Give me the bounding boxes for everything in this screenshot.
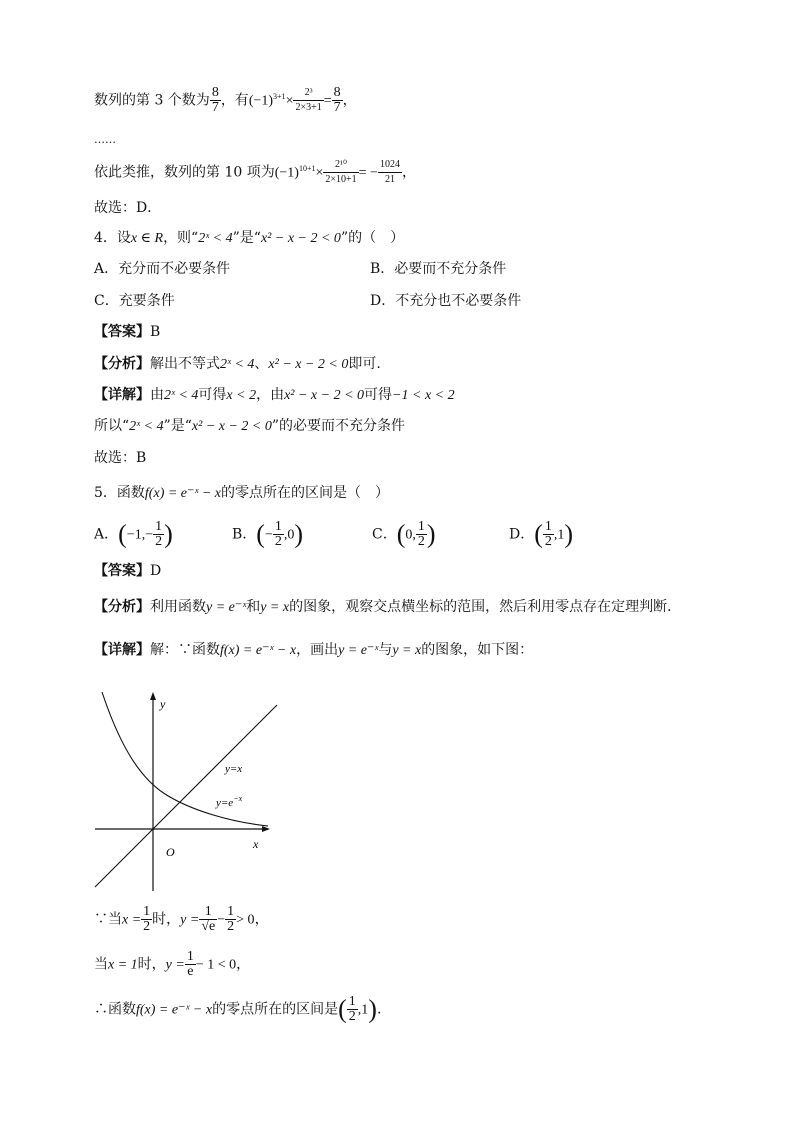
- fraction: [141, 905, 152, 934]
- math: 0,: [405, 527, 416, 543]
- close-paren: ): [426, 519, 436, 549]
- math: x < 2: [226, 388, 257, 403]
- text: ，: [236, 956, 251, 973]
- q4-conclusion: [94, 416, 405, 437]
- math-times: ×: [315, 165, 324, 181]
- text: 与: [378, 642, 393, 658]
- text: ”是“: [163, 418, 192, 434]
- text: ，: [342, 92, 357, 109]
- numerator: 1: [348, 994, 356, 1009]
- text: 的零点所在的区间是: [212, 1001, 339, 1018]
- math: ,1: [553, 527, 565, 543]
- text: 的图象，观察交点横坐标的范围，然后利用零点存在定理判断．: [289, 599, 682, 615]
- numerator: 1: [143, 904, 151, 919]
- numerator: 1024: [378, 158, 402, 173]
- because-symbol: ∵: [94, 911, 108, 928]
- math-base: (−1): [248, 93, 274, 109]
- q5-option-d: [509, 520, 573, 549]
- text: 所以“: [94, 418, 130, 434]
- math: x = 1: [108, 957, 138, 973]
- q5-analysis: [94, 597, 681, 618]
- fraction: [210, 86, 221, 115]
- close-paren: ): [564, 519, 574, 549]
- math: y = x: [392, 643, 422, 658]
- ellipsis: ……: [94, 133, 116, 146]
- math: x² − x − 2 < 0: [260, 231, 341, 246]
- text: 当: [108, 911, 122, 928]
- text: 即可.: [348, 356, 381, 372]
- open-paren: (: [256, 519, 265, 549]
- fraction: [273, 520, 284, 549]
- text: 和: [246, 599, 261, 615]
- denominator: 2: [544, 534, 552, 549]
- text: ”的必要而不充分条件: [271, 418, 406, 434]
- close-paren: ): [164, 519, 173, 549]
- numerator: 1: [274, 519, 282, 534]
- denominator: 21: [384, 174, 395, 185]
- open-paren: (: [396, 519, 406, 549]
- numerator: 1: [199, 905, 217, 920]
- curve-label-base: y=e: [216, 797, 234, 809]
- denominator: 2×3+1: [295, 102, 322, 113]
- curve-label: [215, 794, 243, 809]
- text: 的零点所在的区间是（ ）: [221, 485, 390, 501]
- math-sign: −: [145, 527, 154, 543]
- numerator: 1: [544, 519, 552, 534]
- text: ，: [254, 911, 269, 928]
- text: 4．设: [94, 230, 131, 246]
- fraction: [416, 520, 427, 549]
- text: 依此类推，数列的第 10 项为: [94, 164, 275, 181]
- option-label: C．: [372, 526, 397, 543]
- denominator: 7: [211, 100, 219, 115]
- open-paren: (: [338, 994, 347, 1024]
- q5-step-one: [94, 950, 250, 979]
- math: x =: [122, 912, 142, 928]
- text: ，: [401, 164, 416, 181]
- option-label: A．: [94, 526, 119, 543]
- math-exponent: 10+1: [298, 163, 316, 173]
- text: 数列的第 3 个数为: [94, 92, 210, 109]
- text: ，画出: [296, 642, 339, 658]
- q4-analysis: [94, 354, 381, 375]
- text: ”的（ ）: [340, 230, 405, 246]
- denominator: e: [187, 964, 194, 979]
- math: y =: [165, 957, 185, 973]
- numerator: 1: [155, 519, 163, 534]
- answer-value: B: [150, 324, 161, 340]
- q5-option-b: [232, 520, 303, 549]
- because-symbol: ∵: [178, 642, 192, 658]
- q5-option-c: [372, 520, 436, 549]
- numerator: 1: [227, 904, 235, 919]
- math: f(x) = e⁻ˣ − x: [220, 643, 297, 658]
- text: 函数: [192, 642, 220, 658]
- fraction: [199, 905, 217, 934]
- denominator: 2: [274, 534, 282, 549]
- function-graph: [90, 686, 280, 896]
- denominator: 2: [348, 1009, 356, 1024]
- curve-exp-neg-x: [102, 692, 268, 826]
- math: 2ˣ < 4: [220, 357, 255, 372]
- text: 解：: [150, 642, 178, 658]
- math: y = x: [260, 600, 290, 615]
- fraction: [153, 520, 164, 549]
- math-sign: −: [217, 912, 226, 928]
- text: 由: [150, 387, 164, 403]
- numerator: 1: [417, 519, 425, 534]
- math: x ∈ R: [130, 231, 164, 246]
- fraction: [185, 950, 196, 979]
- fraction: [347, 995, 358, 1024]
- curve-label-exponent: −x: [233, 794, 243, 803]
- text: 的图象，如下图：: [421, 642, 534, 658]
- answer-label: 【答案】: [94, 563, 150, 579]
- numerator: 8: [333, 85, 341, 100]
- math: 2ˣ < 4: [198, 231, 233, 246]
- open-paren: (: [534, 519, 543, 549]
- math: ,0: [283, 527, 295, 543]
- q4-option-d: D．不充分也不必要条件: [370, 293, 522, 309]
- math-base: (−1): [274, 165, 299, 181]
- denominator: 2: [143, 919, 151, 934]
- text: 时，: [137, 956, 166, 973]
- analysis-label: 【分析】: [94, 599, 150, 615]
- y-axis-arrow: [150, 692, 156, 700]
- text: 、: [254, 356, 269, 372]
- math: x² − x − 2 < 0: [268, 357, 349, 372]
- fraction: [323, 158, 358, 187]
- x-axis-arrow: [262, 826, 270, 832]
- x-axis-label: x: [253, 837, 259, 851]
- text: 5．函数: [94, 485, 145, 501]
- q5-detail: [94, 640, 533, 661]
- option-label: B．: [232, 526, 257, 543]
- text: ”是“: [232, 230, 261, 246]
- denominator: 7: [333, 100, 341, 115]
- q4-stem: [94, 228, 404, 249]
- math: f(x) = e⁻ˣ − x: [144, 486, 222, 501]
- q4-option-b: B．必要而不充分条件: [370, 261, 507, 277]
- text: 可得: [198, 387, 227, 403]
- math: y =: [180, 912, 200, 928]
- denominator: 2: [227, 919, 235, 934]
- math: f(x) = e⁻ˣ − x: [136, 1002, 213, 1018]
- numerator: 2³: [293, 86, 323, 101]
- line-label: y=x: [225, 763, 243, 775]
- q5-stem: [94, 483, 389, 504]
- denominator: 2×10+1: [325, 174, 357, 185]
- math: −1 < x < 2: [392, 388, 455, 403]
- q4-choose: 故选：B: [94, 450, 147, 466]
- text: 当: [94, 956, 108, 973]
- q5-answer: [94, 561, 161, 581]
- math: > 0: [236, 912, 255, 928]
- denominator: √e: [201, 919, 216, 934]
- y-axis-label: y: [160, 697, 166, 711]
- math-equals: = −: [358, 165, 378, 181]
- answer-label: 【答案】: [94, 324, 150, 340]
- text: .: [376, 1001, 382, 1018]
- text: ，由: [256, 387, 285, 403]
- denominator: 2: [417, 534, 425, 549]
- math: y = e⁻ˣ: [338, 643, 379, 658]
- fraction: [543, 520, 554, 549]
- close-paren: ): [294, 519, 304, 549]
- text: 时，: [152, 911, 181, 928]
- q4-detail: [94, 385, 455, 406]
- math: − 1 < 0: [195, 957, 237, 973]
- answer-previous: 故选：D．: [94, 200, 162, 216]
- answer-value: D: [150, 563, 162, 579]
- q5-step-conclusion: [94, 995, 381, 1024]
- fraction: [225, 905, 236, 934]
- therefore-symbol: ∴: [94, 1001, 108, 1018]
- numerator: 2¹⁰: [323, 158, 358, 173]
- close-paren: ): [368, 994, 377, 1024]
- text: ，有: [220, 92, 249, 109]
- text: 可得: [364, 387, 393, 403]
- line-y-equals-x: [95, 705, 277, 887]
- detail-label: 【详解】: [94, 387, 150, 403]
- option-label: D．: [509, 526, 535, 543]
- math-equals: =: [323, 93, 332, 109]
- math-times: ×: [285, 93, 294, 109]
- fraction: [332, 86, 343, 115]
- math-exponent: 3+1: [273, 91, 286, 101]
- q5-option-a: [94, 520, 173, 549]
- math-sign: −: [264, 527, 273, 543]
- math: ,1: [357, 1002, 369, 1018]
- line-tenth-term: [94, 158, 416, 187]
- fraction: [378, 158, 402, 187]
- math: y = e⁻ˣ: [206, 600, 247, 615]
- open-paren: (: [118, 519, 127, 549]
- analysis-label: 【分析】: [94, 356, 150, 372]
- math: −1,: [126, 527, 146, 543]
- q4-answer: [94, 322, 160, 342]
- numerator: 8: [211, 85, 219, 100]
- text: 函数: [108, 1001, 136, 1018]
- denominator: 2: [155, 534, 163, 549]
- line-third-term: [94, 86, 357, 115]
- math: 2ˣ < 4: [164, 388, 199, 403]
- q5-step-half: [94, 905, 269, 934]
- math: x² − x − 2 < 0: [191, 419, 272, 434]
- detail-label: 【详解】: [94, 642, 150, 658]
- origin-label: O: [166, 845, 175, 859]
- math: x² − x − 2 < 0: [284, 388, 365, 403]
- text: ，则“: [163, 230, 199, 246]
- math: 2ˣ < 4: [129, 419, 164, 434]
- q4-option-a: A．充分而不必要条件: [94, 261, 231, 277]
- text: 利用函数: [150, 599, 206, 615]
- fraction: [293, 86, 323, 115]
- q4-option-c: C．充要条件: [94, 293, 175, 309]
- numerator: 1: [186, 949, 194, 964]
- text: 解出不等式: [150, 356, 220, 372]
